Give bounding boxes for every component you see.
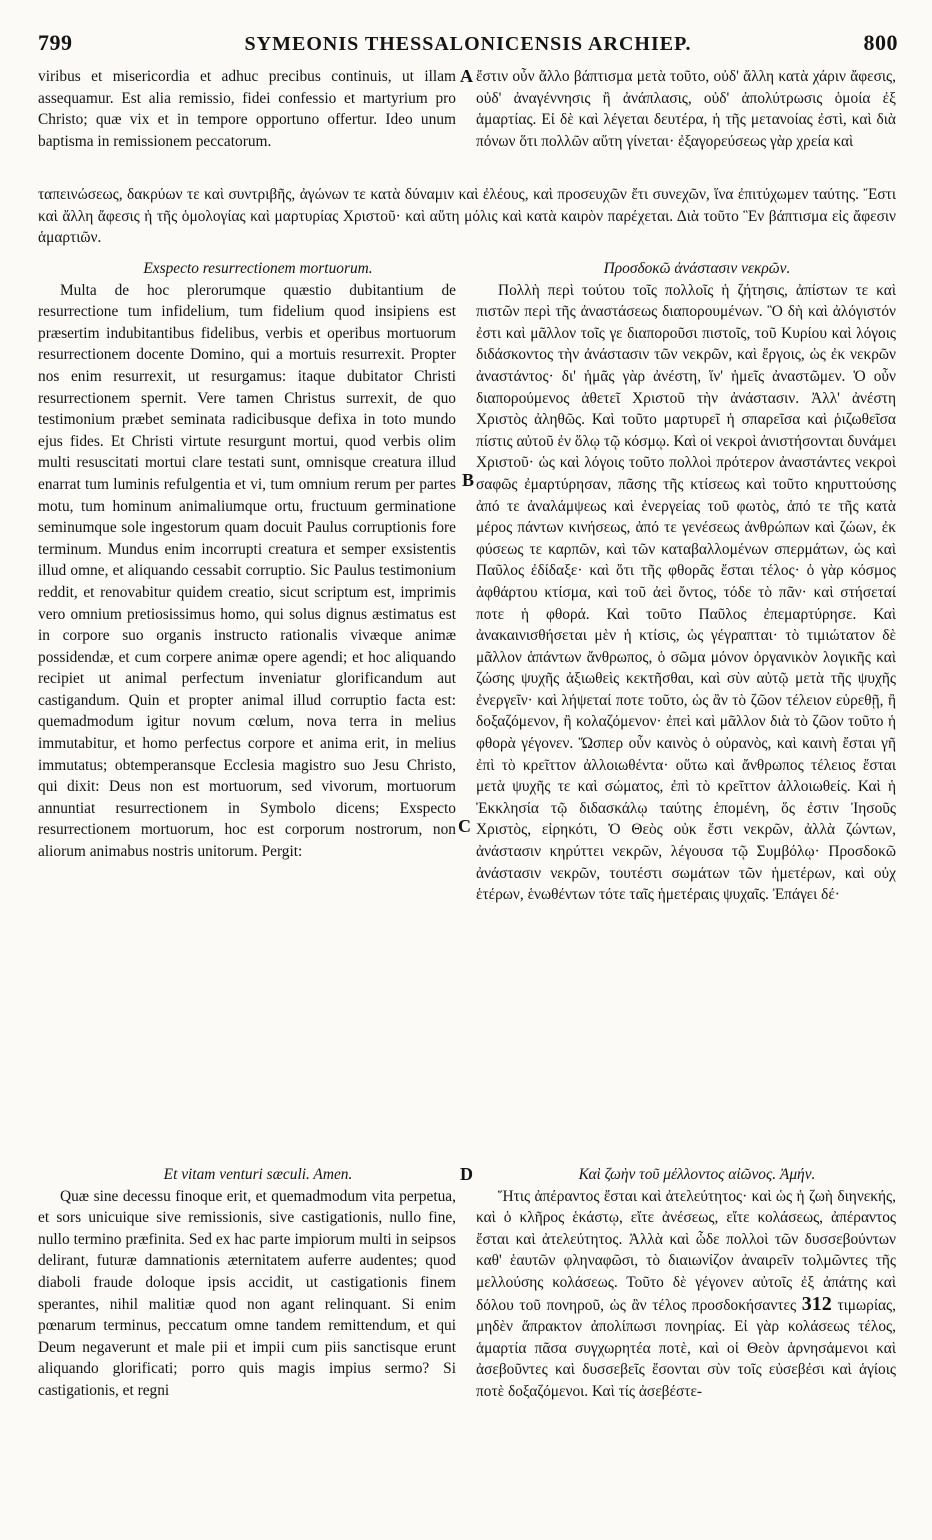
greek-paragraph: ἔστιν οὖν ἄλλο βάπτισμα μετὰ τοῦτο, οὐδ' ἄλλη κατὰ χάριν ἄφεσις, οὐδ' ἀναγέννησις ἢ ἀνάπλασις, οὐδ' ἀπολύτρωσις ὁμοία ἐξ ἁμαρτίας. Εἰ δὲ καὶ λέγεται δευτέρα, ἡ τῆς μετανοίας ἐστὶ, καὶ διὰ πόνων ὅτι πολλῶν αὕτη γίνεται· ἐξαγορεύσεως γὰρ χρεία καὶ — [476, 68, 896, 150]
margin-marker-a: A — [460, 66, 473, 86]
greek-paragraph — [476, 1186, 896, 1403]
latin-paragraph: Multa de hoc plerorumque quæstio dubitantium de resurrectione tum infidelium, tum fidelium quod insipiens est præsertim indubitantibus fidelibus, verbis et operibus mortuorum resurrectionem docente Domino, qui a mortuis resurrexit. Propter nos enim resurrexit, ut resurgamus: itaque dubitator Christi resurrectionem spernit. Vere tamen Christus surrexit, de quo testimonium præbet seminata radicibusque defixa in toto mundo ejus fides. Et Christi virtute resurgunt mortui, quod verbis olim multi resuscitati mortui clare testati sunt, omnisque creatura illud enarrat tum luminis refulgentia et vi, tum omnium rerum per partes motu, tum hominum animaliumque ortu, fructuum germinatione seminumque sole ingestorum quam docuit Paulus corruptionis fore terminum. Mundus enim incorrupti creatura et semper exsistentis illud omne, et aliquando cessabit corruptio. Sic Paulus testimonium reddit, et renovabitur quidem creatio, sicut scriptum est, imprimis vero omnium pretiosissimus homo, qui solus dignus æstimatus est in corpore suo organis instructo rationalis vivæque animæ possidendæ, et cum corpere animæ opere agendi; et hoc aliquando recipiet ut animal perfectum inveniatur glorificandum aut castigandum. Quin et propter animal illud corruptio facta est: quemadmodum igitur novum cœlum, nova terra in melius immutabitur, et homo perfectus corpore et anima erit, in melius immutatus; obtemperansque Ecclesia magistro suo Jesu Christo, qui dixit: Deus non est mortuorum, sed vivorum, mortuorum annuntiat resurrectionem in Symbolo dicens; Exspecto resurrectionem mortuorum, hoc est corporum nostrorum, non aliorum animabus nostris unitorum. Pergit: — [38, 281, 456, 861]
margin-marker-b: B — [462, 470, 475, 490]
page-header — [38, 30, 898, 64]
section-heading-resurrection-greek: Προσδοκῶ ἀνάστασιν νεκρῶν. — [603, 260, 791, 277]
section-heading-life-latin: Et vitam venturi sæculi. Amen. — [163, 1166, 353, 1183]
page-number-right: 800 — [863, 30, 898, 55]
latin-paragraph: Quæ sine decessu finoque erit, et quemadmodum vita perpetua, et sors unicuique sive remissionis, sive castigationis, nullo fine, nullo termino præfinita. Sed ex hac parte impiorum multi in seipsos delirant, futuræ damnationis æternitatem auferre audentes; quod diaboli fraude doloque ipsis accidit, ut castigationis finem sperantes, nihil malitiæ quod non agant relinquant. Si enim pœnarum terminus, peccatum omne tandem remittendum, et qui Deum negaverunt et male pii et impii cum piis sanctisque erunt aliquando glorificati; porro quis magis impius sermo? Si castigationis, et regni — [38, 1187, 456, 1399]
greek-full-width — [38, 184, 896, 250]
low-left-latin — [38, 1164, 456, 1506]
page-number-left: 799 — [38, 30, 73, 55]
latin-paragraph: viribus et misericordia et adhuc precibus continuis, ut illam assequamur. Est alia remissio, fidei confessio et martyrium pro Christo; quæ vix et in tempore opportuno offertur. Ideo unum baptisma in remissionem peccatorum. — [38, 68, 456, 150]
top-left-latin — [38, 66, 456, 178]
greek-paragraph: Πολλὴ περὶ τούτου τοῖς πολλοῖς ἡ ζήτησις, ἀπίστων τε καὶ πιστῶν περὶ τῆς ἀναστάσεως διαπορουμένων. Ὃ δὴ καὶ ἀλόγιστόν ἐστι καὶ μᾶλλον τοῖς γε διαποροῦσι πιστοῖς, τοῦ Κυρίου καὶ λόγοις διδάσκοντος τὴν ἀνάστασιν τῶν νεκρῶν, καὶ ἔργοις, ὡς ἐκ νεκρῶν ἀναστάντος· δι' ἡμᾶς γὰρ ἀνέστη, ἵν' ἡμεῖς ἀναστῶμεν. Ὁ οὖν διαπορούμενος ἀθετεῖ Χριστοῦ τὴν ἀνάστασιν. Ἀλλ' ἀνέστη Χριστὸς ἀληθῶς. Καὶ τοῦτο μαρτυρεῖ ἡ σπαρεῖσα καὶ ῥιζωθεῖσα πίστις αὐτοῦ ἐν ὅλῳ τῷ κόσμῳ. Καὶ οἱ νεκροὶ ἀνιστήσονται δυνάμει Χριστοῦ· ὡς καὶ λόγοις τοῦτο πολλοὶ πρότερον ἀναστάντες νεκροὶ σαφῶς ἐμαρτύρησαν, πᾶσης τῆς κτίσεως καὶ τοῦτο κηρυττούσης ἀπό τε ἀναλάμψεως καὶ ἐνεργείας τοῦ φωτὸς, ἀπό τε τῆς κατὰ μέρος πάντων κινήσεως, ἀπό τε γενέσεως ἀνθρώπων καὶ ζώων, ἐκ φύσεως τε καρπῶν, καὶ τῶν καταβαλλομένων σπερμάτων, ὡς καὶ Παῦλος ἐδίδαξε· καὶ ὅτι τῆς φθορᾶς ἔσται τέλος· ὁ γὰρ κόσμος ἀφθάρτου κτίσμα, καὶ τοῦ ἀεὶ ὄντος, τόδε τὸ πᾶν· καὶ στήσεταί ποτε ἡ φθορά. Καὶ τοῦτο Παῦλος ἐπεμαρτύρησε. Καὶ ἀνακαινισθήσεται μὲν ἡ κτίσις, ὡς γέγραπται· τὸ τιμιώτατον δὲ μᾶλλον ἁπάντων ἄνθρωπος, ὁ σῶμα μόνον ὀργανικὸν λογικῆς καὶ ζώσης ψυχῆς ἀξιωθεὶς κεκτῆσθαι, καὶ σὺν αὐτῷ μετὰ τῆς ψυχῆς ἐνεργεῖν· καὶ λήψεταί ποτε τοῦτο, ὡς ἂν τὸ ζῶον τέλειον εὑρεθῇ, ἢ δοξαζόμενον, ἢ κολαζόμενον· ἐπεὶ καὶ μᾶλλον διὰ τὸ ζῶον τοῦτο ἡ φθορὰ γέγονεν. Ὥσπερ οὖν καινὸς ὁ οὐρανὸς, καὶ καινὴ ἔσται γῆ ἐπὶ τὸ κρεῖττον ἀλλοιωθέντα· οὕτω καὶ ἄνθρωπος τέλειος ἔσται μετὰ ψυχῆς τε καὶ σώματος, ἐπὶ τὸ κρεῖττον ἀλλοιωθείς. Καὶ ἡ Ἐκκλησία τῷ διδασκάλῳ ταύτης ἑπομένη, ὅς ἐστιν Ἰησοῦς Χριστὸς, εἰρηκότι, Ὁ Θεὸς οὐκ ἔστι νεκρῶν, ἀλλὰ ζώντων, ἀνάστασιν κηρύττει νεκρῶν, λέγουσα τῷ Συμβόλῳ· Προσδοκῶ ἀνάστασιν νεκρῶν, τουτέστι σωμάτων τῶν ἡμετέρων, καὶ οὐχ ἑτέρων, ἑνωθέντων τότε ταῖς ἡμετέραις ψυχαῖς. Ἐπάγει δέ· — [476, 281, 896, 904]
section-heading-resurrection-latin: Exspecto resurrectionem mortuorum. — [143, 260, 373, 277]
greek-text: Ἥτις ἀπέραντος ἔσται καὶ ἀτελεύτητος· καὶ ὡς ἡ ζωὴ διηνεκής, καὶ ὁ κλῆρος ἑκάστῳ, εἴτε ἀνέσεως, εἴτε κολάσεως, ἀπέραντος ἔσται καὶ ἀτελεύτητος. Ἀλλὰ καὶ ὧδε πολλοὶ τῶν δυσσεβούντων καθ' ἑαυτῶν φληναφῶσι, τὸ διαιωνίζον ἀναιρεῖν τολμῶντες τῆς μελλούσης κολάσεως. Τοῦτο δὲ γέγονεν αὐτοῖς ἐξ ἀπάτης καὶ δόλου τοῦ πονηροῦ, ὡς ἂν τέλος προσδοκήσαντες — [476, 1187, 896, 1314]
greek-full-paragraph: ταπεινώσεως, δακρύων τε καὶ συντριβῆς, ἀγώνων τε κατὰ δύναμιν καὶ ἐλέους, καὶ προσευχῶν ἔτι συνεχῶν, ἵνα ἐπιτύχωμεν ταύτης. Ἔστι καὶ ἄλλη ἄφεσις ἡ τῆς ὁμολογίας καὶ μαρτυρίας Χριστοῦ· καὶ αὕτη μόλις καὶ κατὰ καιρὸν παρέχεται. Διὰ τοῦτο Ἓν βάπτισμα εἰς ἄφεσιν ἁμαρτιῶν. — [38, 186, 896, 247]
margin-marker-d: D — [460, 1164, 473, 1184]
mid-right-greek — [476, 258, 896, 1166]
folio-number: 312 — [801, 1292, 832, 1315]
top-right-greek — [476, 66, 896, 178]
section-heading-life-greek: Καὶ ζωὴν τοῦ μέλλοντος αἰῶνος. Ἀμήν. — [578, 1166, 816, 1183]
low-right-greek — [476, 1164, 896, 1506]
greek-text-continued: τιμωρίας, μηδὲν ἄπρακτον ἀπολίπωσι πονηρίας. Εἰ γὰρ κολάσεως τέλος, ἁμαρτία πᾶσα συγχωρητέα ποτὲ, καὶ οἱ Θεὸν ἀρνησάμενοι καὶ ἀσεβοῦντες καὶ δυσσεβεῖς ἔσονται σὺν τοῖς εὐσεβέσι καὶ ἁγίοις ποτὲ δοξαζόμενοι. Καὶ τίς ἀσεβέστε- — [476, 1296, 896, 1400]
running-title: SYMEONIS THESSALONICENSIS ARCHIEP. — [244, 33, 692, 55]
mid-left-latin — [38, 258, 456, 1116]
margin-marker-c: C — [458, 816, 471, 836]
